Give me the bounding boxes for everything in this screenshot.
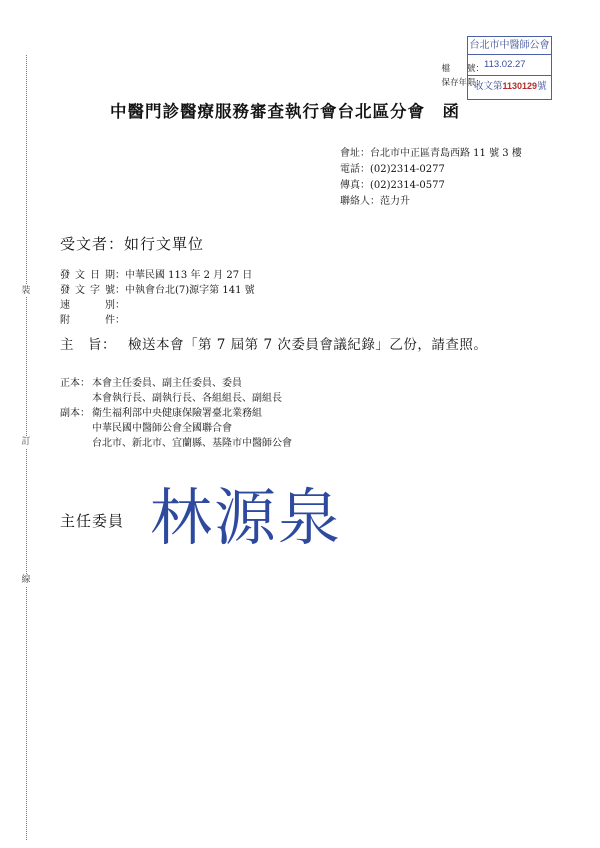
main-recipient-line: 本會主任委員、副主任委員、委員 xyxy=(92,378,242,389)
subject xyxy=(60,333,487,353)
contact-block xyxy=(340,146,522,210)
issue-date: ：中華民國 113 年 2 月 27 日 xyxy=(115,270,253,281)
binding-mark-bind: 裝 xyxy=(21,286,31,296)
stamp-date: 113.02.27 xyxy=(468,55,551,76)
main-recipient-line: 本會執行長、副執行長、各組組長、副組長 xyxy=(92,393,282,404)
binding-mark-line: 線 xyxy=(21,575,31,585)
speed-label: 速別 xyxy=(60,300,115,311)
fax: 傳真：(02)2314-0577 xyxy=(340,180,445,191)
subject-label: 主 旨： xyxy=(60,337,116,353)
copy-recipient-line: 衛生福利部中央健康保險署臺北業務組 xyxy=(92,408,262,419)
distribution-list xyxy=(60,376,292,451)
address: 會址：台北市中正區青島西路 11 號 3 樓 xyxy=(340,148,522,159)
receipt-stamp xyxy=(467,36,552,100)
stamp-recv-suffix: 號 xyxy=(537,81,547,92)
document-title: 中醫門診醫療服務審查執行會台北區分會 函 xyxy=(110,102,460,121)
subject-text: 檢送本會「第 7 屆第 7 次委員會議紀錄」乙份，請查照。 xyxy=(128,337,488,353)
issue-date-label: 發文日期 xyxy=(60,270,115,281)
copy-recipient-line: 台北市、新北市、宜蘭縣、基隆市中醫師公會 xyxy=(92,438,292,449)
copy-recipient-line: 中華民國中醫師公會全國聯合會 xyxy=(92,423,232,434)
signatory-title: 主任委員 xyxy=(60,512,125,530)
ref-number: ：中執會台北(7)源字第 141 號 xyxy=(115,285,255,296)
stamp-receipt-number xyxy=(468,76,551,96)
stamp-title: 台北市中醫師公會 xyxy=(468,37,551,55)
main-recipients-label: 正本： xyxy=(60,378,90,389)
document-meta xyxy=(60,268,255,328)
attachment-value: ： xyxy=(115,315,125,326)
phone: 電話：(02)2314-0277 xyxy=(340,164,445,175)
attachment-label: 附件 xyxy=(60,315,115,326)
binding-mark-staple: 訂 xyxy=(21,437,31,447)
stamp-recv-number: 1130129 xyxy=(502,81,538,91)
recipient: 受文者：如行文單位 xyxy=(60,235,205,253)
retention-label: 保存年限： xyxy=(441,78,484,88)
file-number-label: 檔 號： xyxy=(441,64,484,74)
stamp-recv-prefix: 收文第 xyxy=(474,81,503,92)
speed-value: ： xyxy=(115,300,125,311)
signatory-name-stamp: 林源泉 xyxy=(150,481,343,554)
ref-number-label: 發文字號 xyxy=(60,285,115,296)
copy-recipients-label: 副本： xyxy=(60,408,90,419)
contact-person: 聯絡人：范力升 xyxy=(340,196,410,207)
